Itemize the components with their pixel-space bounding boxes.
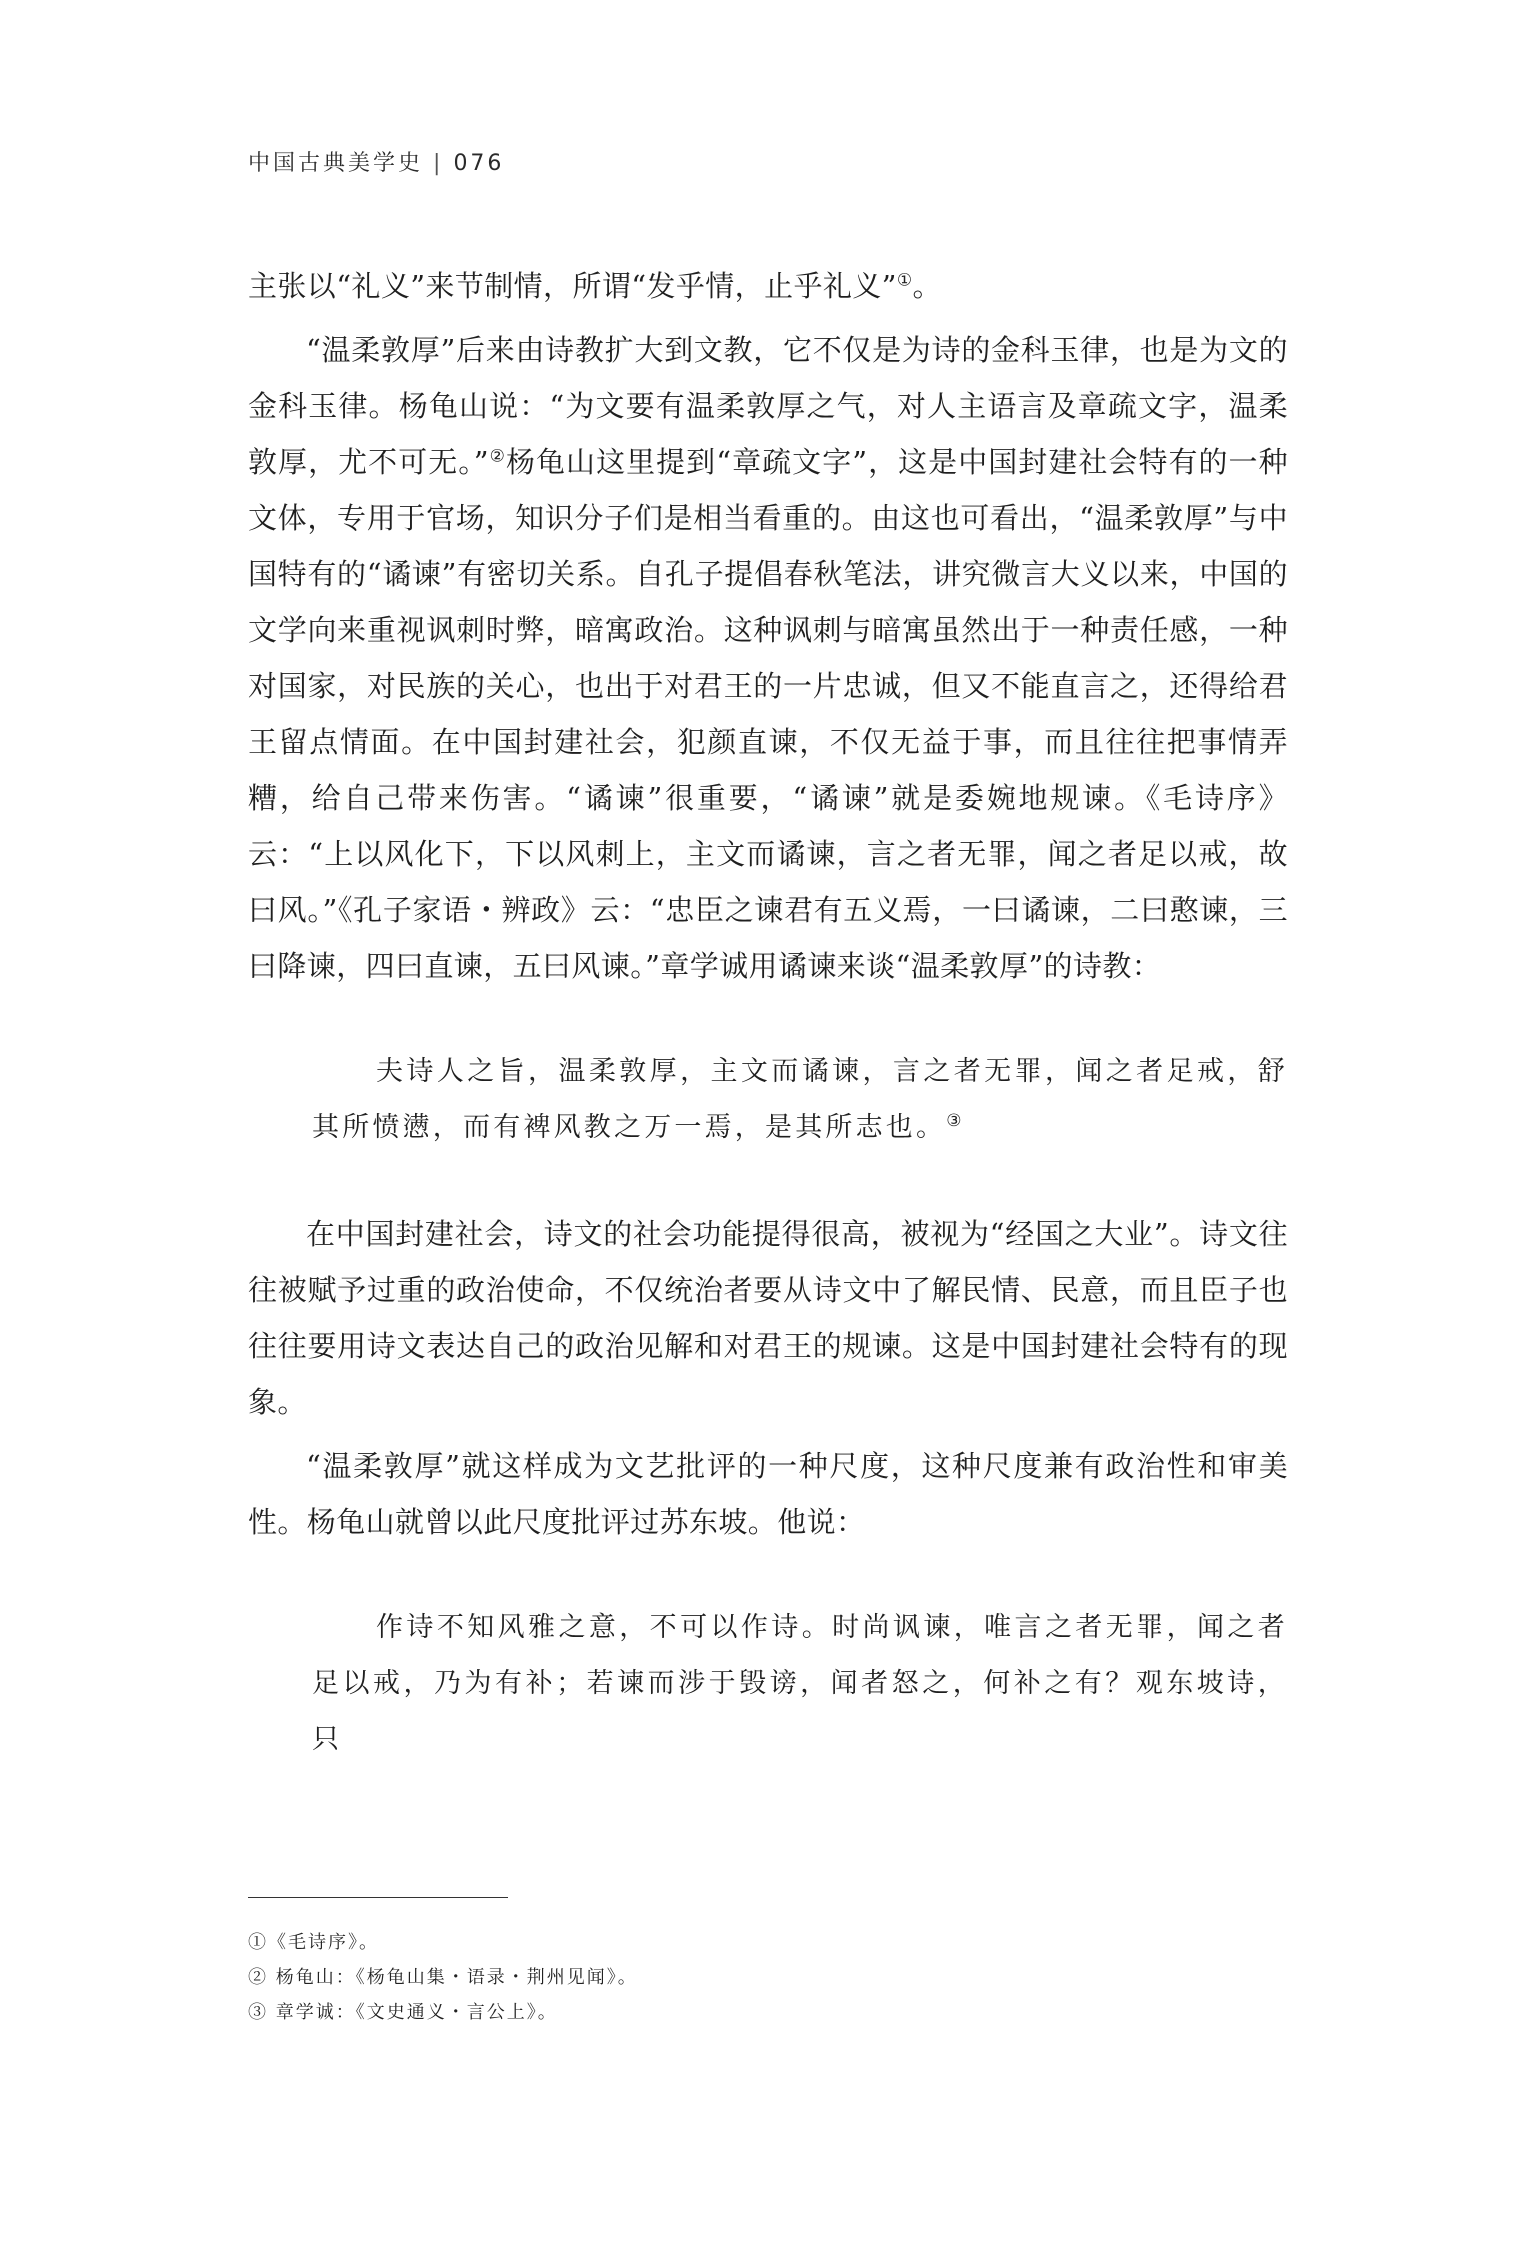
paragraph-2: [248, 322, 1288, 994]
page-body: [248, 258, 1288, 1768]
paragraph-2-text-a: “温柔敦厚”后来由诗教扩大到文教，它不仅是为诗的金科玉律，也是为文的金科玉律。杨龟山说：“为文要有温柔敦厚之气，对人主语言及章疏文字，温柔敦厚，尤不可无。”: [248, 333, 1288, 479]
page-number: 076: [453, 151, 505, 176]
footnote-2-mark: ②: [248, 1967, 268, 1988]
header-separator: |: [433, 151, 444, 176]
footnote-ref-2[interactable]: ②: [489, 446, 506, 467]
paragraph-2-text-b: 杨龟山这里提到“章疏文字”，这是中国封建社会特有的一种文体，专用于官场，知识分子们是相当看重的。由这也可看出，“温柔敦厚”与中国特有的“谲谏”有密切关系。自孔子提倡春秋笔法，讲究微言大义以来，中国的文学向来重视讽刺时弊，暗寓政治。这种讽刺与暗寓虽然出于一种责任感，一种对国家，对民族的关心，也出于对君王的一片忠诚，但又不能直言之，还得给君王留点情面。在中国封建社会，犯颜直谏，不仅无益于事，而且往往把事情弄糟，给自己带来伤害。“谲谏”很重要，“谲谏”就是委婉地规谏。《毛诗序》云：“上以风化下，下以风刺上，主文而谲谏，言之者无罪，闻之者足以戒，故曰风。”《孔子家语・辨政》云：“忠臣之谏君有五义焉，一曰谲谏，二曰憨谏，三曰降谏，四曰直谏，五曰风谏。”章学诚用谲谏来谈“温柔敦厚”的诗教：: [248, 445, 1288, 983]
block-quote-1: [248, 1044, 1288, 1156]
footnote-divider: [248, 1897, 508, 1898]
paragraph-4: “温柔敦厚”就这样成为文艺批评的一种尺度，这种尺度兼有政治性和审美性。杨龟山就曾以此尺度批评过苏东坡。他说：: [248, 1449, 1288, 1539]
footnote-ref-1[interactable]: ①: [896, 270, 913, 291]
footnote-2: [248, 1960, 1288, 1995]
paragraph-1-text: 主张以“礼义”来节制情，所谓“发乎情，止乎礼义”: [248, 269, 897, 303]
footnote-1: [248, 1925, 1288, 1960]
footnote-1-text: 《毛诗序》。: [268, 1932, 379, 1953]
footnote-3-mark: ③: [248, 2002, 268, 2023]
book-title: 中国古典美学史: [248, 151, 424, 176]
paragraph-3: 在中国封建社会，诗文的社会功能提得很高，被视为“经国之大业”。诗文往往被赋予过重的政治使命，不仅统治者要从诗文中了解民情、民意，而且臣子也往往要用诗文表达自己的政治见解和对君王的规谏。这是中国封建社会特有的现象。: [248, 1217, 1288, 1419]
footnote-2-text: 杨龟山：《杨龟山集・语录・荆州见闻》。: [275, 1967, 638, 1988]
paragraph-1: [248, 258, 1288, 314]
footnote-ref-3[interactable]: ③: [946, 1111, 965, 1131]
footnote-3-text: 章学诚：《文史通义・言公上》。: [275, 2002, 558, 2023]
block-quote-1-text: 夫诗人之旨，温柔敦厚，主文而谲谏，言之者无罪，闻之者足戒，舒其所愤懑，而有裨风教之万一焉，是其所志也。: [312, 1056, 1288, 1143]
footnotes: [248, 1925, 1288, 2030]
footnote-3: [248, 1995, 1288, 2030]
block-quote-2: 作诗不知风雅之意，不可以作诗。时尚讽谏，唯言之者无罪，闻之者足以戒，乃为有补；若谏而涉于毁谤，闻者怒之，何补之有？观东坡诗，只: [312, 1612, 1288, 1755]
paragraph-1-tail: 。: [912, 269, 942, 303]
footnote-1-mark: ①: [248, 1932, 268, 1953]
running-header: [248, 146, 504, 177]
